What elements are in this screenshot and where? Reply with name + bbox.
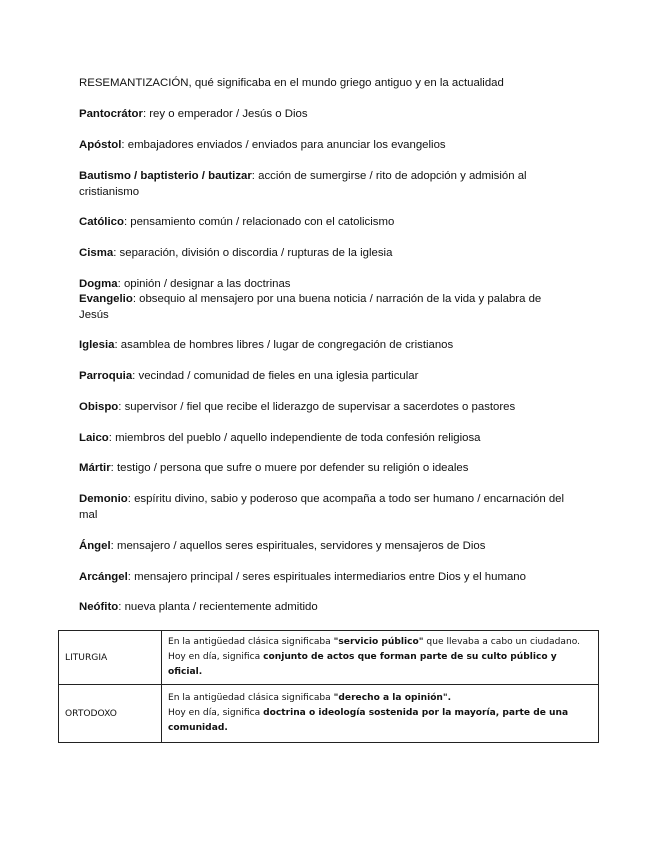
definition-highlight: conjunto de actos que forman parte de su culto público y oficial. [168, 652, 557, 677]
table-row [59, 685, 599, 743]
definition-line-present [168, 706, 592, 736]
entry-cisma [79, 246, 569, 262]
definition-highlight: "servicio público" [333, 637, 424, 647]
definition-text: En la antigüedad clásica significaba [168, 693, 334, 703]
entry-parroquia [79, 369, 569, 385]
entry-dogma [79, 277, 569, 293]
glossary-table [58, 630, 599, 743]
table-term-cell: ORTODOXO [59, 685, 162, 743]
entry-definition: : acción de sumergirse / rito de adopción y admisión al cristianismo [79, 170, 527, 198]
definition-line-present [168, 650, 592, 680]
entry-term: Ángel [79, 540, 111, 552]
page-title: RESEMANTIZACIÓN, qué significaba en el mundo griego antiguo y en la actualidad [79, 77, 504, 89]
entry-definition: : espíritu divino, sabio y poderoso que acompaña a todo ser humano / encarnación del mal [79, 493, 565, 521]
definition-text: Hoy en día, significa [168, 652, 264, 662]
entry-martir [79, 461, 569, 477]
entry-definition: : mensajero / aquellos seres espirituales, servidores y mensajeros de Dios [110, 540, 486, 552]
table-definition-cell [162, 685, 599, 743]
entry-catolico [79, 215, 569, 231]
entry-definition: : testigo / persona que sufre o muere por defender su religión o ideales [110, 462, 469, 474]
definition-highlight: doctrina o ideología sostenida por la mayoría, parte de una comunidad. [168, 708, 569, 733]
definition-highlight: "derecho a la opinión". [333, 693, 452, 703]
entry-term: Dogma [79, 278, 118, 290]
entry-term: Iglesia [79, 339, 115, 351]
entry-angel [79, 539, 569, 555]
entry-term: Evangelio [79, 293, 133, 305]
table-definition-cell [162, 631, 599, 685]
entry-term: Demonio [79, 493, 128, 505]
entry-term: Arcángel [79, 571, 128, 583]
entry-definition: : nueva planta / recientemente admitido [118, 601, 318, 613]
entry-term: Neófito [79, 601, 119, 613]
entry-laico [79, 431, 569, 447]
entry-definition: : pensamiento común / relacionado con el catolicismo [123, 216, 395, 228]
entry-evangelio [79, 292, 569, 323]
entry-iglesia [79, 338, 569, 354]
table-row [59, 631, 599, 685]
definition-text: En la antigüedad clásica significaba [168, 637, 334, 647]
entry-term: Obispo [79, 401, 119, 413]
entry-term: Parroquia [79, 370, 133, 382]
entry-definition: : mensajero principal / seres espirituales intermediarios entre Dios y el humano [127, 571, 526, 583]
entry-bautismo [79, 169, 569, 200]
entry-term: Bautismo / baptisterio / bautizar [79, 170, 252, 182]
entry-definition: : supervisor / fiel que recibe el liderazgo de supervisar a sacerdotes o pastores [118, 401, 516, 413]
definition-line-past [168, 691, 592, 706]
entry-apostol [79, 138, 569, 154]
entry-definition: : rey o emperador / Jesús o Dios [142, 108, 308, 120]
entry-term: Mártir [79, 462, 111, 474]
entry-definition: : obsequio al mensajero por una buena noticia / narración de la vida y palabra de Jesús [79, 293, 542, 321]
definition-text: que llevaba a cabo un ciudadano. [423, 637, 580, 647]
entry-obispo [79, 400, 569, 416]
entry-neofito [79, 600, 569, 616]
entry-term: Católico [79, 216, 124, 228]
entry-pantocrator [79, 107, 569, 123]
entry-term: Cisma [79, 247, 114, 259]
entry-term: Pantocrátor [79, 108, 143, 120]
entry-term: Laico [79, 432, 109, 444]
entry-demonio [79, 492, 569, 523]
entry-definition: : vecindad / comunidad de fieles en una iglesia particular [132, 370, 419, 382]
entry-term: Apóstol [79, 139, 122, 151]
entry-definition: : miembros del pueblo / aquello independiente de toda confesión religiosa [108, 432, 481, 444]
entry-definition: : separación, división o discordia / rupturas de la iglesia [113, 247, 393, 259]
entry-definition: : embajadores enviados / enviados para anunciar los evangelios [121, 139, 446, 151]
table-term-cell: LITURGIA [59, 631, 162, 685]
entry-definition: : asamblea de hombres libres / lugar de congregación de cristianos [114, 339, 454, 351]
entry-arcangel [79, 570, 569, 586]
entry-definition: : opinión / designar a las doctrinas [117, 278, 291, 290]
definition-line-past [168, 635, 592, 650]
definition-text: Hoy en día, significa [168, 708, 264, 718]
